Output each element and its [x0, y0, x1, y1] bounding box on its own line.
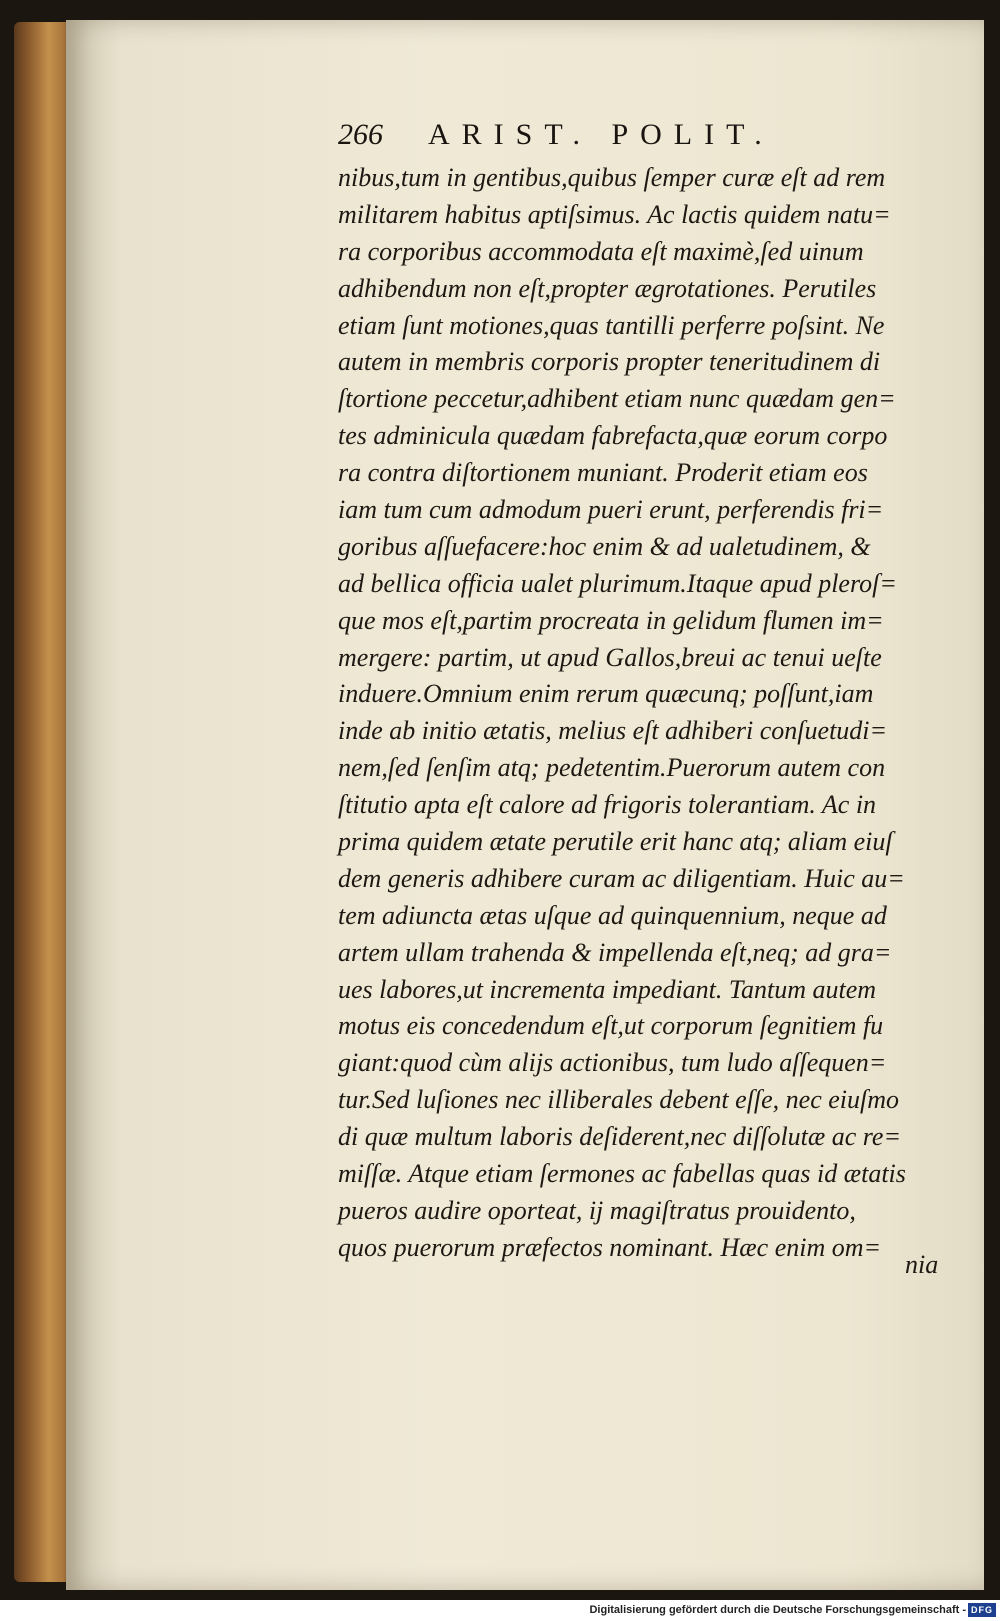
dfg-logo: DFG: [968, 1603, 996, 1617]
text-line: militarem habitus aptiſsimus. Ac lactis quidem natu=: [338, 199, 891, 229]
text-line: adhibendum non eſt,propter ægrotationes. Perutiles: [338, 273, 877, 303]
text-line: artem ullam trahenda & impellenda eſt,neq; ad gra=: [338, 937, 892, 967]
text-line: pueros audire oporteat, ij magiſtratus prouidento,: [338, 1195, 856, 1225]
text-line: ſtortione peccetur,adhibent etiam nunc quædam gen=: [338, 384, 896, 414]
body-text: [338, 160, 938, 1267]
text-line: ra contra diſtortionem muniant. Proderit etiam eos: [338, 458, 868, 488]
text-line: giant:quod cùm alijs actionibus, tum ludo aſſequen=: [338, 1048, 887, 1078]
text-line: ues labores,ut incrementa impediant. Tantum autem: [338, 974, 877, 1004]
text-line: goribus aſſuefacere:hoc enim & ad ualetudinem, &: [338, 531, 871, 561]
text-line: iam tum cum admodum pueri erunt, perferendis fri=: [338, 495, 884, 525]
footer-bar: [0, 1600, 1000, 1621]
running-title: ARIST. POLIT.: [428, 118, 774, 151]
text-line: prima quidem ætate perutile erit hanc atq; aliam eiuſ: [338, 827, 893, 857]
catchword: nia: [905, 1250, 939, 1279]
text-line: motus eis concedendum eſt,ut corporum ſegnitiem fu: [338, 1011, 884, 1041]
text-line: que mos eſt,partim procreata in gelidum flumen im=: [338, 605, 884, 635]
page-header: [338, 118, 858, 158]
text-line: tem adiuncta ætas uſque ad quinquennium, neque ad: [338, 900, 887, 930]
text-line: ſtitutio apta eſt calore ad frigoris tolerantiam. Ac in: [338, 790, 877, 820]
funding-credit: Digitalisierung gefördert durch die Deutsche Forschungsgemeinschaft -: [589, 1604, 966, 1616]
text-line: ra corporibus accommodata eſt maximè,ſed uinum: [338, 236, 864, 266]
text-line: induere.Omnium enim rerum quæcunq; poſſunt,iam: [338, 679, 874, 709]
text-line: mergere: partim, ut apud Gallos,breui ac tenui ueſte: [338, 642, 882, 672]
page-number: 266: [338, 118, 383, 151]
text-line: quos puerorum præfectos nominant. Hæc enim om=: [338, 1232, 882, 1262]
text-line: nem,ſed ſenſim atq; pedetentim.Puerorum autem con: [338, 753, 886, 783]
text-line: autem in membris corporis propter teneritudinem di: [338, 347, 881, 377]
text-line: miſſæ. Atque etiam ſermones ac fabellas quas id ætatis: [338, 1159, 906, 1189]
text-line: dem generis adhibere curam ac diligentiam. Huic au=: [338, 863, 905, 893]
text-line: ad bellica officia ualet plurimum.Itaque apud pleroſ=: [338, 568, 897, 598]
text-line: etiam ſunt motiones,quas tantilli perferre poſsint. Ne: [338, 310, 885, 340]
text-line: inde ab initio ætatis, melius eſt adhiberi conſuetudi=: [338, 716, 888, 746]
text-line: di quæ multum laboris deſiderent,nec diſſolutæ ac re=: [338, 1122, 902, 1152]
text-line: nibus,tum in gentibus,quibus ſemper curæ eſt ad rem: [338, 163, 886, 192]
text-line: tes adminicula quædam fabrefacta,quæ eorum corpo: [338, 421, 888, 451]
book-spine-edge: [14, 22, 72, 1582]
text-line: tur.Sed luſiones nec illiberales debent eſſe, nec eiuſmo: [338, 1085, 900, 1115]
